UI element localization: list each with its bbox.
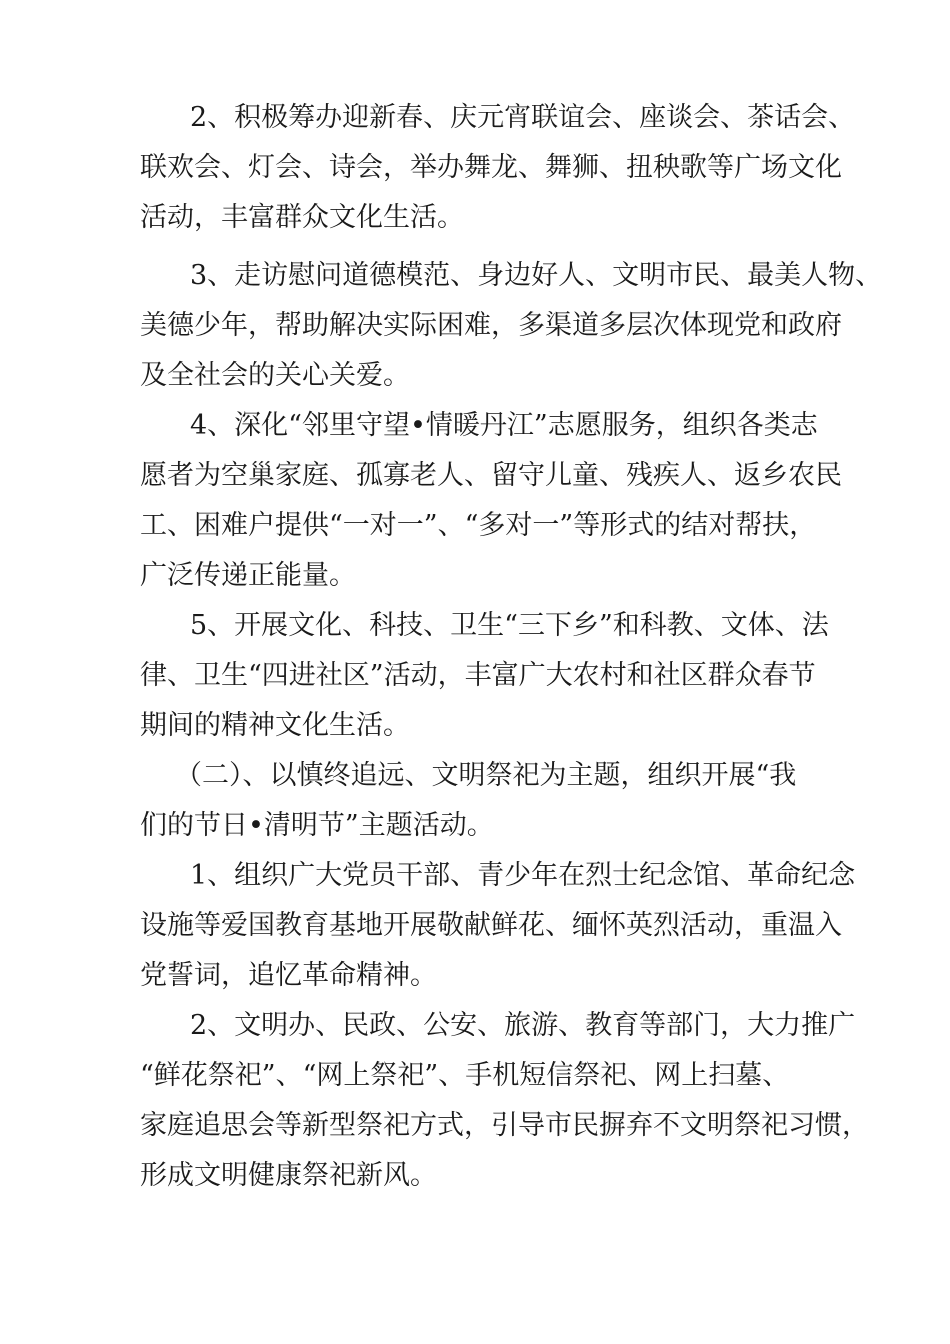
paragraph-5-line-3: 期间的精神文化生活。 — [140, 710, 410, 741]
paragraph-2-line-2: 联欢会、灯会、诗会，举办舞龙、舞狮、扭秧歌等广场文化 — [140, 152, 842, 183]
item-2-line-2: “鲜花祭祀”、“网上祭祀”、手机短信祭祀、网上扫墓、 — [140, 1060, 790, 1091]
paragraph-3-line-2: 美德少年，帮助解决实际困难，多渠道多层次体现党和政府 — [140, 310, 842, 341]
item-1-line-3: 党誓词，追忆革命精神。 — [140, 960, 437, 991]
paragraph-2-line-1: 2、积极筹办迎新春、庆元宵联谊会、座谈会、茶话会、 — [190, 102, 856, 133]
paragraph-3-line-3: 及全社会的关心关爱。 — [140, 360, 410, 391]
paragraph-3-line-1: 3、走访慰问道德模范、身边好人、文明市民、最美人物、 — [190, 260, 883, 291]
item-2-line-1: 2、文明办、民政、公安、旅游、教育等部门，大力推广 — [190, 1010, 856, 1041]
paragraph-4-line-4: 广泛传递正能量。 — [140, 560, 356, 591]
section-heading-line-2: 们的节日•清明节”主题活动。 — [140, 810, 494, 841]
item-2-line-4: 形成文明健康祭祀新风。 — [140, 1160, 437, 1191]
item-1-line-2: 设施等爱国教育基地开展敬献鲜花、缅怀英烈活动，重温入 — [140, 910, 842, 941]
section-heading-line-1: （二）、以慎终追远、文明祭祀为主题，组织开展“我 — [175, 760, 797, 791]
paragraph-4-line-1: 4、深化“邻里守望•情暖丹江”志愿服务，组织各类志 — [190, 410, 818, 441]
item-1-line-1: 1、组织广大党员干部、青少年在烈士纪念馆、革命纪念 — [190, 860, 856, 891]
paragraph-2-line-3: 活动，丰富群众文化生活。 — [140, 202, 464, 233]
item-2-line-3: 家庭追思会等新型祭祀方式，引导市民摒弃不文明祭祀习惯， — [140, 1110, 869, 1141]
paragraph-5-line-2: 律、卫生“四进社区”活动，丰富广大农村和社区群众春节 — [140, 660, 816, 691]
paragraph-4-line-2: 愿者为空巢家庭、孤寡老人、留守儿童、残疾人、返乡农民 — [140, 460, 842, 491]
paragraph-5-line-1: 5、开展文化、科技、卫生“三下乡”和科教、文体、法 — [190, 610, 829, 641]
paragraph-4-line-3: 工、困难户提供“一对一”、“多对一”等形式的结对帮扶， — [140, 510, 817, 541]
